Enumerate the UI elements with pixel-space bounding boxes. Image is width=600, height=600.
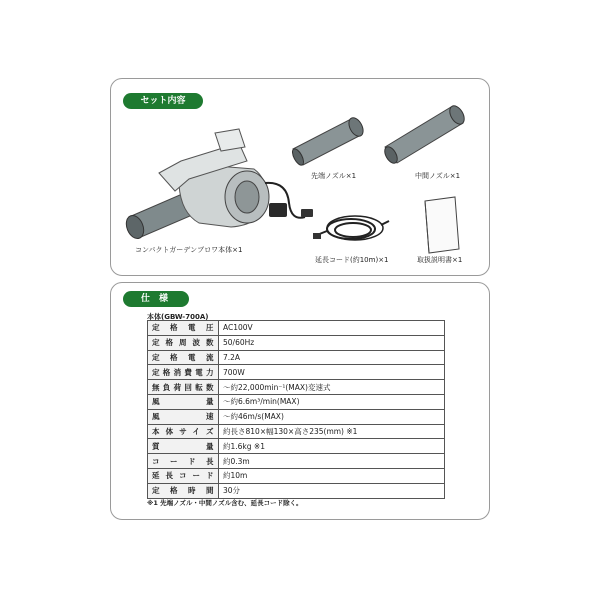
- spec-value: 約0.3m: [219, 454, 445, 469]
- specifications-title: 仕 様: [123, 291, 189, 307]
- spec-key: 定格電流: [148, 350, 219, 365]
- middle-nozzle-image: [379, 99, 469, 169]
- spec-key: 風速: [148, 409, 219, 424]
- tip-nozzle-image: [287, 109, 367, 169]
- manual-image: [419, 195, 465, 255]
- spec-value: ～約22,000min⁻¹(MAX)変速式: [219, 380, 445, 395]
- model-label: 本体(GBW-700A): [147, 313, 209, 321]
- spec-row: [148, 335, 445, 350]
- spec-value: 30分: [219, 483, 445, 498]
- spec-key: 延長コード: [148, 468, 219, 483]
- spec-row: [148, 409, 445, 424]
- spec-value: 700W: [219, 365, 445, 380]
- spec-key: 本体サイズ: [148, 424, 219, 439]
- spec-footnote: ※1 先端ノズル・中間ノズル含む、延長コード除く。: [147, 499, 303, 507]
- spec-key: 定格電圧: [148, 321, 219, 336]
- item-caption-middle-nozzle: 中間ノズル×1: [415, 172, 461, 180]
- spec-value: 約長さ810×幅130×高さ235(mm) ※1: [219, 424, 445, 439]
- spec-value: ～約46m/s(MAX): [219, 409, 445, 424]
- specifications-panel: [110, 282, 490, 520]
- spec-value: 7.2A: [219, 350, 445, 365]
- spec-value: ～約6.6m³/min(MAX): [219, 394, 445, 409]
- spec-row: [148, 394, 445, 409]
- spec-value: 50/60Hz: [219, 335, 445, 350]
- spec-key: 無負荷回転数: [148, 380, 219, 395]
- spec-key: 質量: [148, 439, 219, 454]
- spec-value: AC100V: [219, 321, 445, 336]
- spec-value: 約1.6kg ※1: [219, 439, 445, 454]
- spec-key: 定格時間: [148, 483, 219, 498]
- spec-row: [148, 454, 445, 469]
- set-contents-title: セット内容: [123, 93, 203, 109]
- spec-row: [148, 350, 445, 365]
- item-caption-tip-nozzle: 先端ノズル×1: [311, 172, 357, 180]
- item-caption-manual: 取扱説明書×1: [417, 256, 463, 264]
- set-contents-panel: [110, 78, 490, 276]
- spec-row: [148, 380, 445, 395]
- spec-key: 風量: [148, 394, 219, 409]
- spec-row: [148, 365, 445, 380]
- spec-key: 定格消費電力: [148, 365, 219, 380]
- item-caption-extension-cord: 延長コード(約10m)×1: [315, 256, 389, 264]
- extension-cord-image: [311, 209, 391, 249]
- spec-row: [148, 468, 445, 483]
- item-caption-body: コンパクトガーデンブロワ本体×1: [135, 246, 243, 254]
- spec-row: [148, 439, 445, 454]
- spec-row: [148, 483, 445, 498]
- spec-row: [148, 424, 445, 439]
- spec-table: [147, 320, 445, 499]
- spec-key: コード長: [148, 454, 219, 469]
- spec-key: 定格周波数: [148, 335, 219, 350]
- spec-value: 約10m: [219, 468, 445, 483]
- spec-row: [148, 321, 445, 336]
